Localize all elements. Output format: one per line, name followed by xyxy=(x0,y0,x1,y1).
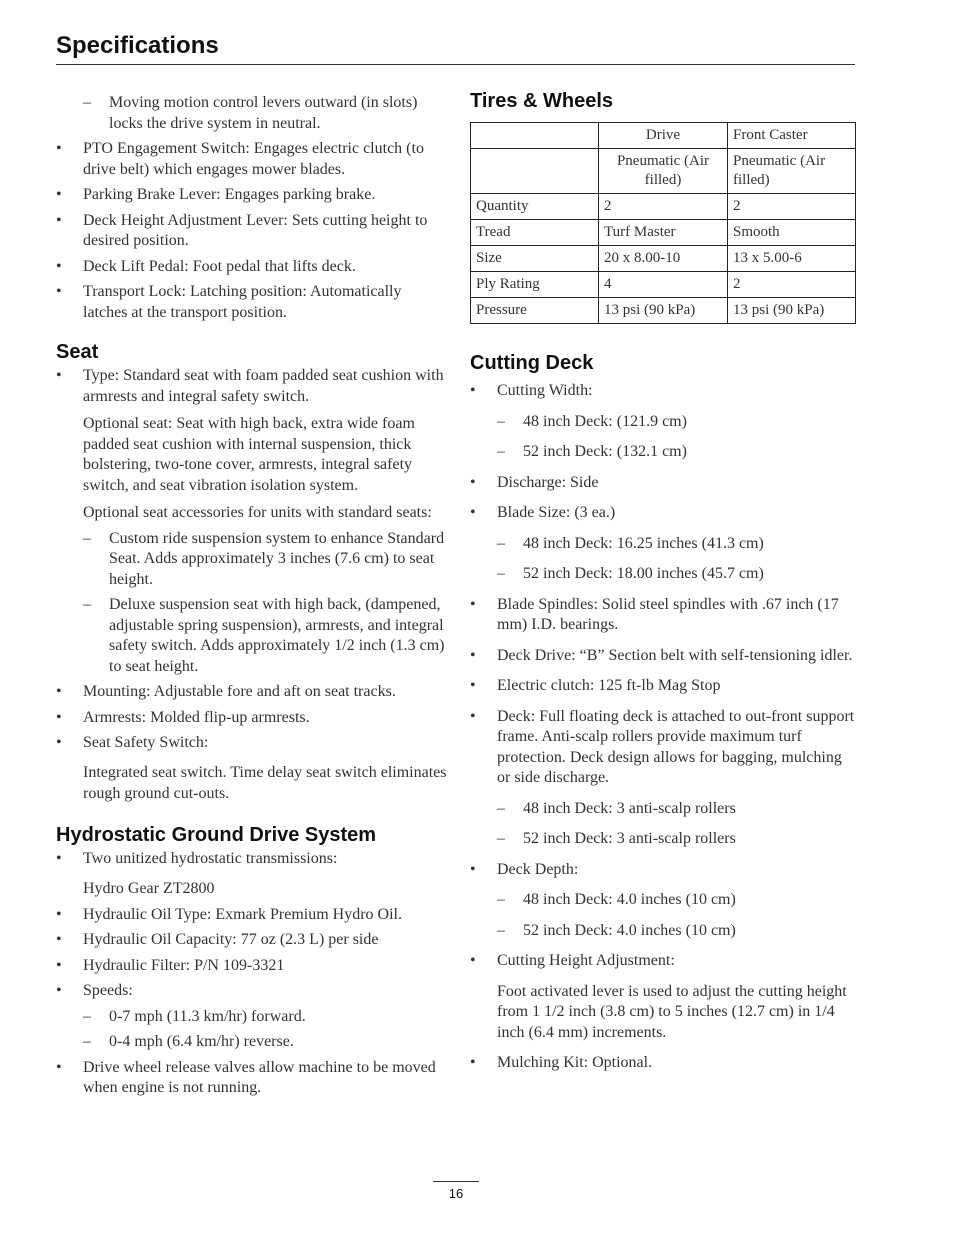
table-header-cell: Drive xyxy=(599,123,728,149)
page-number-divider xyxy=(433,1181,479,1182)
list-item-text: Cutting Width: xyxy=(497,382,593,399)
dash-marker: – xyxy=(497,799,505,817)
table-header-row xyxy=(471,123,856,149)
table-cell: Ply Rating xyxy=(471,272,599,298)
list-item xyxy=(56,366,448,407)
list-item xyxy=(470,412,858,433)
bullet-marker: • xyxy=(56,956,62,974)
seat-heading: Seat xyxy=(56,341,99,363)
table-cell: Pneumatic (Air filled) xyxy=(728,149,856,194)
list-item-text: Blade Size: (3 ea.) xyxy=(497,504,616,521)
list-item xyxy=(56,282,448,323)
list-item-text: 52 inch Deck: 4.0 inches (10 cm) xyxy=(523,921,736,939)
table-row xyxy=(471,194,856,220)
list-item-text: Deck Lift Pedal: Foot pedal that lifts deck. xyxy=(83,257,356,275)
dash-marker: – xyxy=(497,921,505,939)
list-item-text: 48 inch Deck: 16.25 inches (41.3 cm) xyxy=(523,534,764,552)
list-item xyxy=(470,646,858,667)
paragraph xyxy=(56,763,448,804)
bullet-marker: • xyxy=(56,140,62,157)
list-item-text: Deck Drive: “B” Section belt with self-tensioning idler. xyxy=(497,646,853,664)
list-item xyxy=(56,1058,448,1099)
table-cell: Pneumatic (Air filled) xyxy=(599,149,728,194)
list-item-text: Type: Standard seat with foam padded seat cushion with armrests and integral safety switch. xyxy=(83,367,444,405)
hydro-heading: Hydrostatic Ground Drive System xyxy=(56,824,377,846)
table-cell: Turf Master xyxy=(599,220,728,246)
list-item xyxy=(470,473,858,494)
list-item-text: Speeds: xyxy=(83,982,133,999)
list-item-text: Moving motion control levers outward (in slots) locks the drive system in neutral. xyxy=(109,94,418,132)
list-item-text: 48 inch Deck: 3 anti-scalp rollers xyxy=(523,799,736,817)
list-item xyxy=(56,1032,448,1053)
accessories-intro-text: Optional seat accessories for units with standard seats: xyxy=(83,504,432,521)
dash-marker: – xyxy=(497,534,505,552)
bullet-marker: • xyxy=(470,382,476,399)
list-item xyxy=(56,257,448,278)
bullet-marker: • xyxy=(470,473,476,491)
bullet-marker: • xyxy=(56,708,62,726)
paragraph xyxy=(56,879,448,900)
paragraph xyxy=(56,503,448,524)
list-item-text: 52 inch Deck: 18.00 inches (45.7 cm) xyxy=(523,565,764,582)
bullet-marker: • xyxy=(470,677,476,694)
bullet-marker: • xyxy=(56,283,62,300)
list-item-text: 52 inch Deck: (132.1 cm) xyxy=(523,443,687,460)
list-item-text: Deluxe suspension seat with high back, (dampened, adjustable spring suspension), armrests, and integral safety switch. Adds approximately 1/2 inch (1.3 cm) to seat height. xyxy=(109,596,445,675)
list-item-text: Drive wheel release valves allow machine to be moved when engine is not running. xyxy=(83,1058,436,1096)
list-item xyxy=(56,956,448,977)
table-cell: 2 xyxy=(599,194,728,220)
table-cell: 2 xyxy=(728,272,856,298)
list-item xyxy=(56,93,448,134)
bullet-marker: • xyxy=(56,211,62,229)
transmission-model: Hydro Gear ZT2800 xyxy=(83,880,215,897)
tires-table xyxy=(470,122,856,324)
table-header-cell: Front Caster xyxy=(728,123,856,149)
list-item-text: 0-4 mph (6.4 km/hr) reverse. xyxy=(109,1033,294,1050)
list-item xyxy=(470,707,858,789)
table-row xyxy=(471,298,856,324)
list-item-text: Deck: Full floating deck is attached to out-front support frame. Anti-scalp rollers provide maximum turf protection. Deck design allows for bagging, mulching or side discharge. xyxy=(497,707,855,786)
list-item xyxy=(470,564,858,585)
bullet-marker: • xyxy=(470,952,476,969)
list-item-text: Deck Depth: xyxy=(497,860,579,878)
optional-seat-text: Optional seat: Seat with high back, extra wide foam padded seat cushion with internal suspension, thick bolstering, two-tone cover, armrests, integral safety switch, and seat vibration isolation system. xyxy=(83,415,415,494)
list-item xyxy=(470,442,858,463)
left-column xyxy=(56,93,448,1099)
dash-marker: – xyxy=(497,565,505,582)
list-item xyxy=(470,890,858,911)
list-item xyxy=(56,682,448,703)
cutting-deck-heading: Cutting Deck xyxy=(470,352,594,374)
table-cell: Pressure xyxy=(471,298,599,324)
list-item-text: Seat Safety Switch: xyxy=(83,734,209,751)
list-item-text: Hydraulic Oil Type: Exmark Premium Hydro Oil. xyxy=(83,905,402,923)
table-cell: 13 psi (90 kPa) xyxy=(728,298,856,324)
dash-marker: – xyxy=(83,94,91,111)
dash-marker: – xyxy=(497,891,505,908)
paragraph xyxy=(470,982,858,1044)
list-item-text: Armrests: Molded flip-up armrests. xyxy=(83,708,310,726)
list-item-text: Discharge: Side xyxy=(497,473,599,491)
list-item-text: Custom ride suspension system to enhance Standard Seat. Adds approximately 3 inches (7.6 cm) to seat height. xyxy=(109,529,445,588)
list-item xyxy=(470,799,858,820)
bullet-marker: • xyxy=(56,1058,62,1076)
list-item xyxy=(56,139,448,180)
list-item xyxy=(56,708,448,729)
table-cell: Size xyxy=(471,246,599,272)
list-item-text: Hydraulic Filter: P/N 109-3321 xyxy=(83,956,285,974)
list-item-text: Mounting: Adjustable fore and aft on seat tracks. xyxy=(83,683,396,700)
bullet-marker: • xyxy=(56,905,62,923)
list-item-text: Deck Height Adjustment Lever: Sets cutting height to desired position. xyxy=(83,211,428,249)
bullet-marker: • xyxy=(470,707,476,725)
list-item xyxy=(56,849,448,870)
dash-marker: – xyxy=(83,1033,91,1050)
list-item-text: Transport Lock: Latching position: Automatically latches at the transport position. xyxy=(83,283,402,321)
table-cell: Smooth xyxy=(728,220,856,246)
list-item xyxy=(56,905,448,926)
list-item-text: Mulching Kit: Optional. xyxy=(497,1054,653,1071)
table-cell: 13 x 5.00-6 xyxy=(728,246,856,272)
right-column xyxy=(470,88,858,1074)
list-item-text: Hydraulic Oil Capacity: 77 oz (2.3 L) per side xyxy=(83,931,379,948)
list-item xyxy=(470,676,858,697)
dash-marker: – xyxy=(83,1007,91,1025)
height-adjustment-detail: Foot activated lever is used to adjust the cutting height from 1 1/2 inch (3.8 cm) to 5 inches (12.7 cm) in 1/4 inch (6.4 mm) increments. xyxy=(497,982,847,1041)
dash-marker: – xyxy=(497,412,505,430)
list-item xyxy=(56,211,448,252)
bullet-marker: • xyxy=(56,931,62,948)
list-item xyxy=(470,860,858,881)
list-item-text: 0-7 mph (11.3 km/hr) forward. xyxy=(109,1007,306,1025)
dash-marker: – xyxy=(497,443,505,460)
bullet-marker: • xyxy=(470,1054,476,1071)
table-cell: 20 x 8.00-10 xyxy=(599,246,728,272)
list-item-text: Cutting Height Adjustment: xyxy=(497,952,675,969)
bullet-marker: • xyxy=(56,186,62,203)
paragraph xyxy=(56,414,448,496)
title-divider xyxy=(56,64,855,65)
bullet-marker: • xyxy=(56,734,62,751)
table-cell: 4 xyxy=(599,272,728,298)
bullet-marker: • xyxy=(470,504,476,521)
dash-marker: – xyxy=(497,830,505,847)
table-cell xyxy=(471,149,599,194)
table-cell xyxy=(471,123,599,149)
bullet-marker: • xyxy=(56,683,62,700)
table-row xyxy=(471,246,856,272)
list-item xyxy=(470,1053,858,1074)
list-item xyxy=(470,534,858,555)
list-item-text: Two unitized hydrostatic transmissions: xyxy=(83,850,338,867)
list-item xyxy=(470,921,858,942)
table-cell: 2 xyxy=(728,194,856,220)
page-title: Specifications xyxy=(56,32,219,59)
list-item-text: 48 inch Deck: 4.0 inches (10 cm) xyxy=(523,891,736,908)
list-item-text: Blade Spindles: Solid steel spindles with .67 inch (17 mm) I.D. bearings. xyxy=(497,595,839,633)
page-number: 16 xyxy=(448,1186,464,1201)
list-item-text: Electric clutch: 125 ft-lb Mag Stop xyxy=(497,677,721,694)
bullet-marker: • xyxy=(56,982,62,999)
list-item xyxy=(470,829,858,850)
table-cell: Tread xyxy=(471,220,599,246)
list-item xyxy=(470,595,858,636)
list-item xyxy=(56,185,448,206)
bullet-marker: • xyxy=(470,646,476,664)
list-item xyxy=(56,595,448,677)
bullet-marker: • xyxy=(470,860,476,878)
list-item xyxy=(470,503,858,524)
bullet-marker: • xyxy=(56,850,62,867)
table-row xyxy=(471,272,856,298)
list-item xyxy=(56,529,448,591)
table-row xyxy=(471,220,856,246)
list-item-text: PTO Engagement Switch: Engages electric clutch (to drive belt) which engages mower blades. xyxy=(83,140,424,178)
dash-marker: – xyxy=(83,596,91,613)
table-cell: Quantity xyxy=(471,194,599,220)
list-item xyxy=(56,981,448,1002)
list-item xyxy=(470,951,858,972)
list-item-text: 48 inch Deck: (121.9 cm) xyxy=(523,412,687,430)
bullet-marker: • xyxy=(470,595,476,613)
dash-marker: – xyxy=(83,529,91,547)
list-item-text: 52 inch Deck: 3 anti-scalp rollers xyxy=(523,830,736,847)
list-item-text: Parking Brake Lever: Engages parking brake. xyxy=(83,186,376,203)
tires-heading: Tires & Wheels xyxy=(470,90,614,112)
list-item xyxy=(56,1007,448,1028)
list-item xyxy=(470,381,858,402)
bullet-marker: • xyxy=(56,367,62,384)
safety-switch-detail: Integrated seat switch. Time delay seat switch eliminates rough ground cut-outs. xyxy=(83,764,447,802)
table-cell: 13 psi (90 kPa) xyxy=(599,298,728,324)
bullet-marker: • xyxy=(56,257,62,275)
table-row xyxy=(471,149,856,194)
list-item xyxy=(56,930,448,951)
list-item xyxy=(56,733,448,754)
